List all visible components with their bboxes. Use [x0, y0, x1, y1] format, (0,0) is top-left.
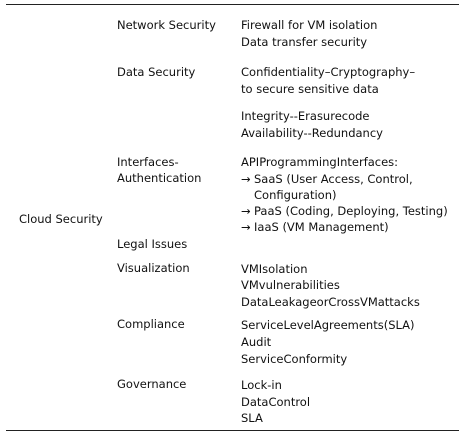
right-arrow-icon: →: [241, 220, 251, 234]
detail-item: SLA: [241, 411, 263, 425]
area-interfaces-authentication-line2: Authentication: [117, 171, 202, 185]
area-network-security: Network Security: [117, 18, 216, 32]
detail-item: Lock-in: [241, 378, 282, 392]
detail-item: Firewall for VM isolation: [241, 18, 378, 32]
detail-item: Audit: [241, 335, 272, 349]
area-governance: Governance: [117, 377, 187, 391]
detail-item-with-arrow: → PaaS (Coding, Deploying, Testing): [241, 204, 448, 218]
table-bottom-rule: [6, 430, 459, 431]
detail-item: Configuration): [254, 188, 337, 202]
detail-item: DataControl: [241, 395, 311, 409]
area-data-security: Data Security: [117, 65, 196, 79]
area-compliance: Compliance: [117, 317, 185, 331]
detail-item: Availability--Redundancy: [241, 126, 383, 140]
area-legal-issues: Legal Issues: [117, 237, 188, 251]
table-top-rule: [6, 4, 459, 5]
detail-item-with-arrow: → SaaS (User Access, Control,: [241, 172, 413, 186]
detail-item: Integrity--Erasurecode: [241, 109, 370, 123]
right-arrow-icon: →: [241, 204, 251, 218]
area-visualization: Visualization: [117, 261, 190, 275]
detail-item-with-arrow: → IaaS (VM Management): [241, 220, 389, 234]
category-label: Cloud Security: [19, 212, 103, 226]
right-arrow-icon: →: [241, 172, 251, 186]
detail-item: APIProgrammingInterfaces:: [241, 155, 399, 169]
detail-item: DataLeakageorCrossVMattacks: [241, 295, 420, 309]
detail-item: Data transfer security: [241, 35, 368, 49]
detail-item: VMIsolation: [241, 262, 308, 276]
detail-item: to secure sensitive data: [241, 82, 379, 96]
area-interfaces-authentication-line1: Interfaces-: [117, 155, 179, 169]
detail-item: VMvulnerabilities: [241, 278, 340, 292]
detail-item: ServiceConformity: [241, 352, 348, 366]
detail-item: ServiceLevelAgreements(SLA): [241, 318, 415, 332]
detail-item: Confidentiality–Cryptography–: [241, 65, 416, 79]
